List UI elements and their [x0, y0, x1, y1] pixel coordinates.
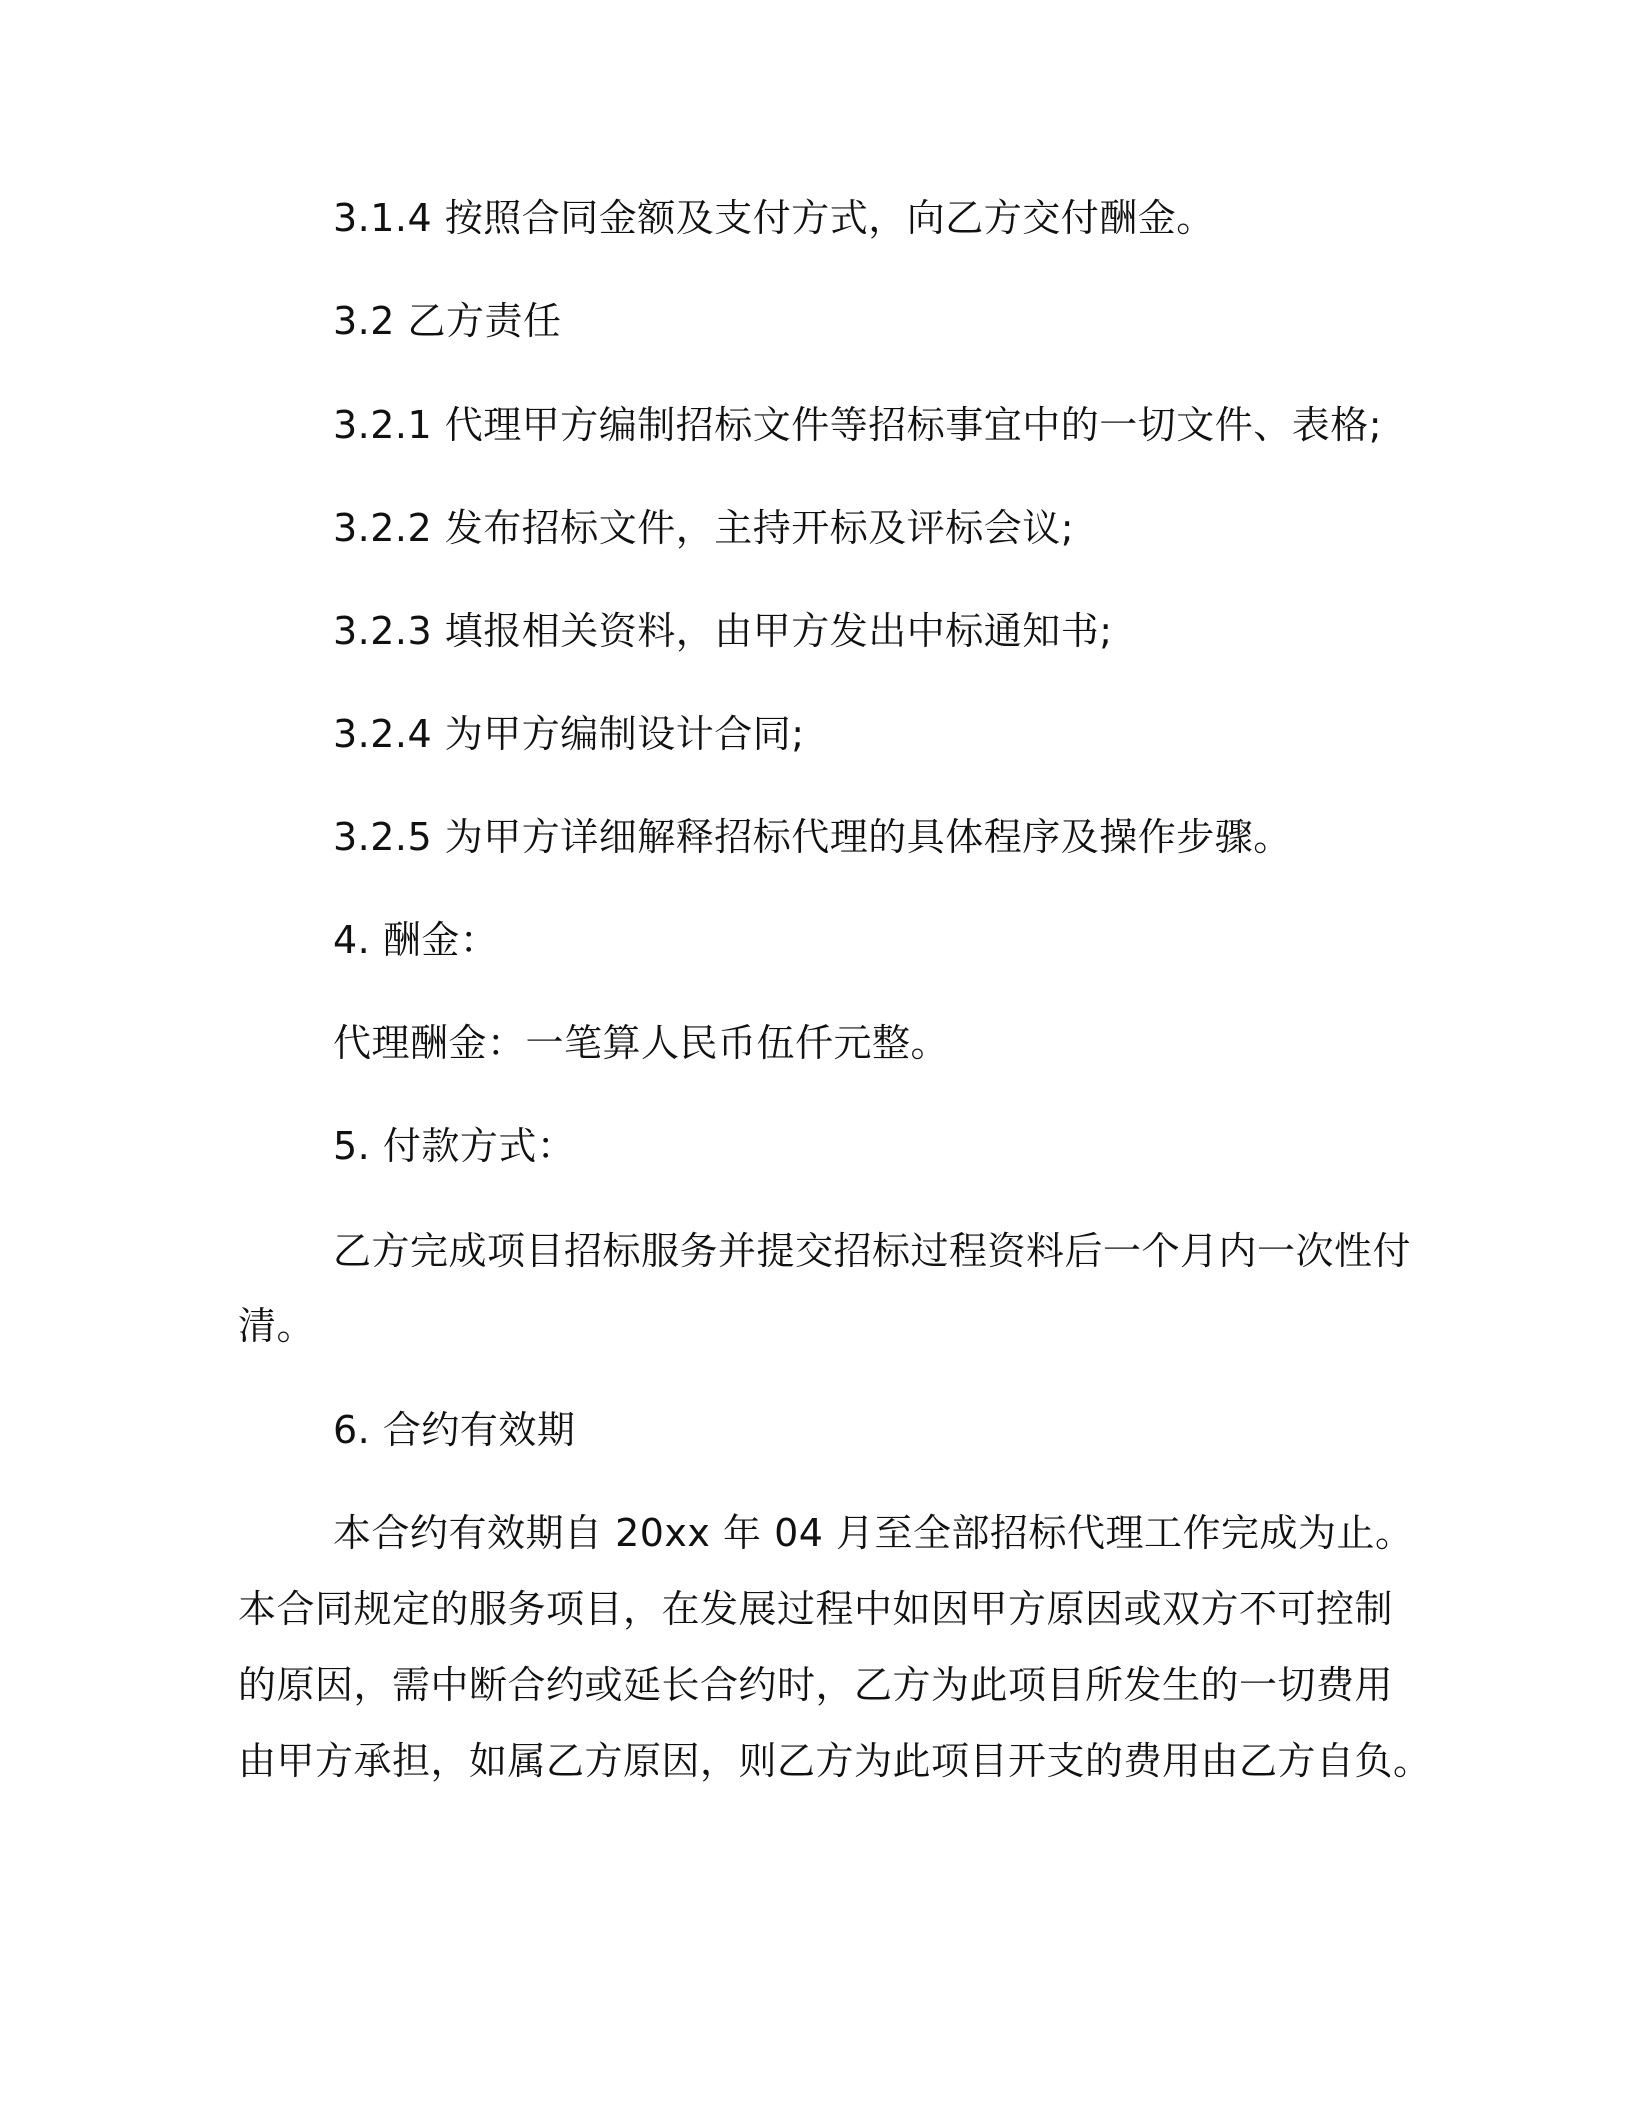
- clause-3-2-1: 3.2.1 代理甲方编制招标文件等招标事宜中的一切文件、表格;: [333, 403, 1383, 447]
- validity-text-line-1: 本合约有效期自 20xx 年 04 月至全部招标代理工作完成为止。: [333, 1511, 1414, 1555]
- payment-text-line-1: 乙方完成项目招标服务并提交招标过程资料后一个月内一次性付: [333, 1229, 1412, 1273]
- heading-6-validity: 6. 合约有效期: [333, 1408, 576, 1452]
- clause-3-2-4: 3.2.4 为甲方编制设计合同;: [333, 712, 805, 756]
- payment-text-line-2: 清。: [238, 1304, 316, 1348]
- clause-3-2-3: 3.2.3 填报相关资料，由甲方发出中标通知书;: [333, 609, 1113, 653]
- heading-5-payment: 5. 付款方式：: [333, 1124, 576, 1168]
- validity-text-line-3: 的原因，需中断合约或延长合约时，乙方为此项目所发生的一切费用: [238, 1663, 1394, 1707]
- validity-text-line-2: 本合同规定的服务项目，在发展过程中如因甲方原因或双方不可控制: [238, 1587, 1394, 1631]
- clause-3-1-4: 3.1.4 按照合同金额及支付方式，向乙方交付酬金。: [333, 196, 1215, 240]
- heading-3-2: 3.2 乙方责任: [333, 299, 562, 343]
- clause-3-2-5: 3.2.5 为甲方详细解释招标代理的具体程序及操作步骤。: [333, 815, 1292, 859]
- clause-3-2-2: 3.2.2 发布招标文件，主持开标及评标会议;: [333, 506, 1075, 550]
- remuneration-text: 代理酬金：一笔算人民币伍仟元整。: [333, 1021, 950, 1065]
- validity-text-line-4: 由甲方承担，如属乙方原因，则乙方为此项目开支的费用由乙方自负。: [238, 1739, 1432, 1783]
- heading-4-remuneration: 4. 酬金：: [333, 918, 499, 962]
